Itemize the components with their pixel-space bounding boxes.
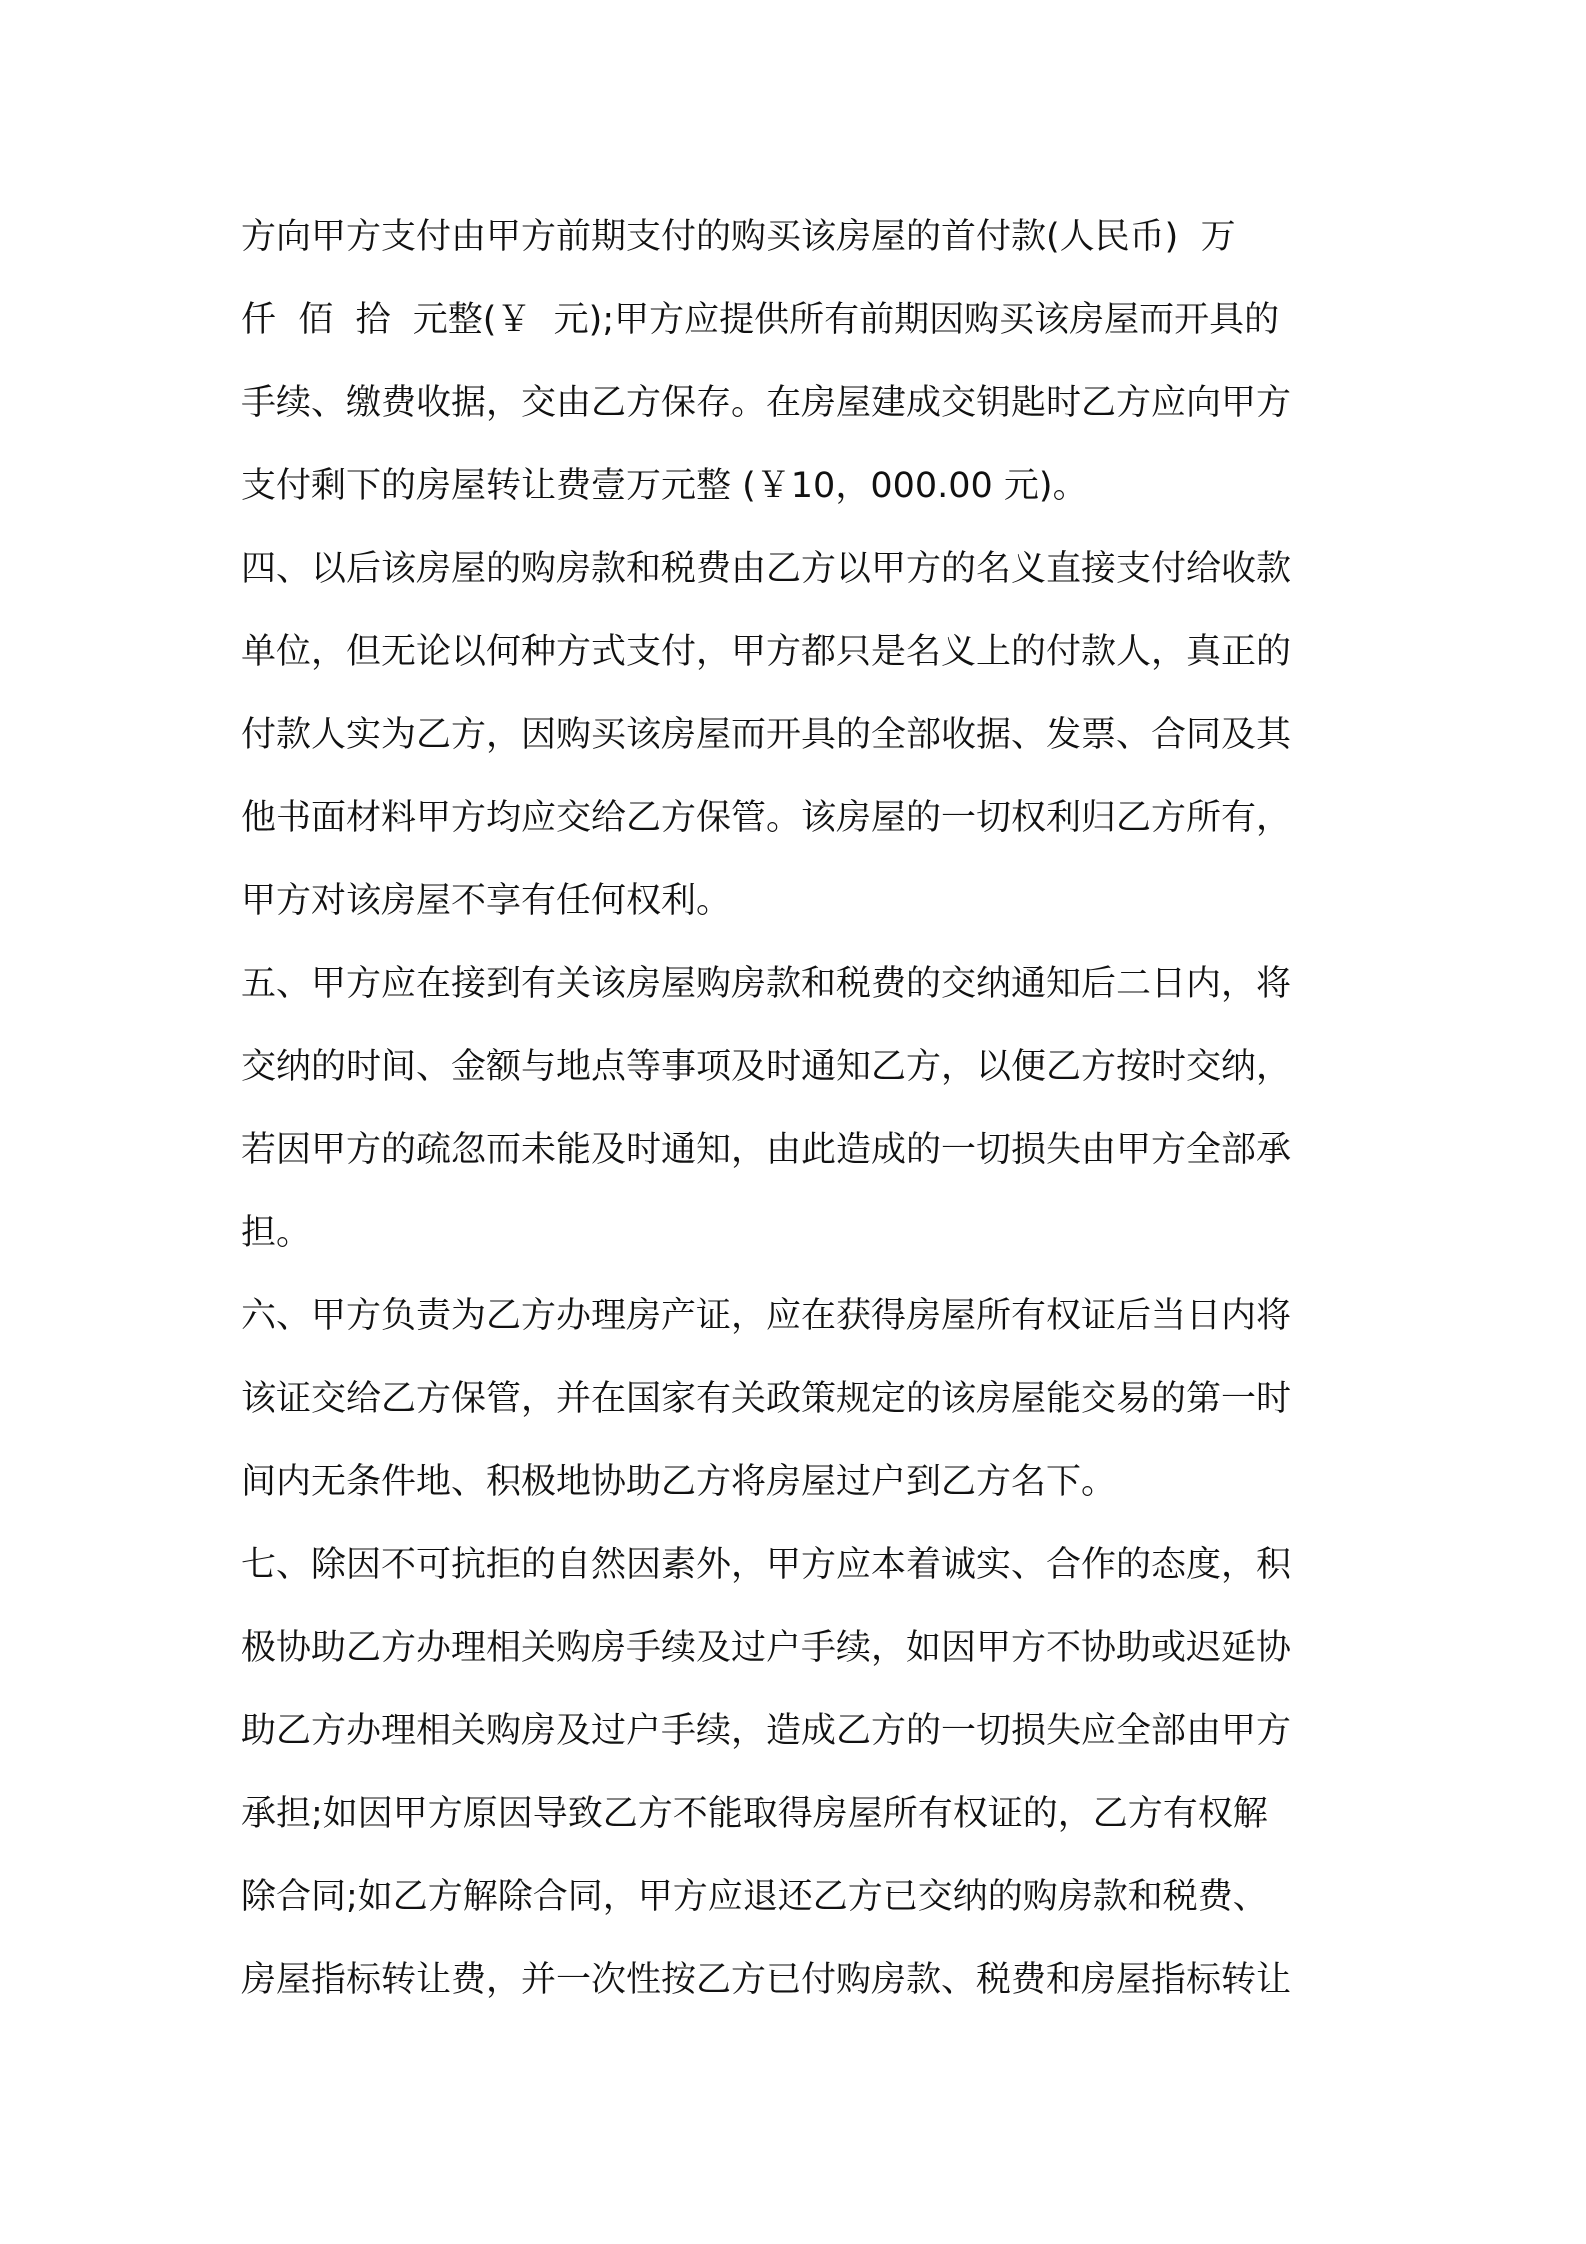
text-line: 甲方对该房屋不享有任何权利。 <box>241 881 732 921</box>
text-line: 仟 佰 拾 元整(￥ 元);甲方应提供所有前期因购买该房屋而开具的 <box>241 300 1280 340</box>
text-line: 支付剩下的房屋转让费壹万元整 (￥10，000.00 元)。 <box>241 466 1088 506</box>
text-line: 方向甲方支付由甲方前期支付的购买该房屋的首付款(人民币) 万 <box>241 217 1236 257</box>
text-line: 单位，但无论以何种方式支付，甲方都只是名义上的付款人，真正的 <box>241 632 1292 672</box>
text-line: 若因甲方的疏忽而未能及时通知，由此造成的一切损失由甲方全部承 <box>241 1130 1292 1170</box>
text-line: 房屋指标转让费，并一次性按乙方已付购房款、税费和房屋指标转让 <box>241 1960 1292 2000</box>
text-line: 助乙方办理相关购房及过户手续，造成乙方的一切损失应全部由甲方 <box>241 1711 1292 1751</box>
text-line: 极协助乙方办理相关购房手续及过户手续，如因甲方不协助或迟延协 <box>241 1628 1292 1668</box>
text-line: 交纳的时间、金额与地点等事项及时通知乙方，以便乙方按时交纳， <box>241 1047 1292 1087</box>
document-body <box>241 196 1361 2022</box>
text-line: 间内无条件地、积极地协助乙方将房屋过户到乙方名下。 <box>241 1462 1117 1502</box>
text-line: 付款人实为乙方，因购买该房屋而开具的全部收据、发票、合同及其 <box>241 715 1292 755</box>
text-line: 六、甲方负责为乙方办理房产证，应在获得房屋所有权证后当日内将 <box>241 1296 1292 1336</box>
text-line: 手续、缴费收据，交由乙方保存。在房屋建成交钥匙时乙方应向甲方 <box>241 383 1292 423</box>
text-line: 七、除因不可抗拒的自然因素外，甲方应本着诚实、合作的态度，积 <box>241 1545 1292 1585</box>
text-line: 他书面材料甲方均应交给乙方保管。该房屋的一切权利归乙方所有， <box>241 798 1292 838</box>
text-line: 除合同;如乙方解除合同，甲方应退还乙方已交纳的购房款和税费、 <box>241 1877 1268 1917</box>
text-line: 承担;如因甲方原因导致乙方不能取得房屋所有权证的，乙方有权解 <box>241 1794 1268 1834</box>
text-line: 五、甲方应在接到有关该房屋购房款和税费的交纳通知后二日内，将 <box>241 964 1292 1004</box>
text-line: 该证交给乙方保管，并在国家有关政策规定的该房屋能交易的第一时 <box>241 1379 1292 1419</box>
text-line: 担。 <box>241 1213 312 1253</box>
text-line: 四、以后该房屋的购房款和税费由乙方以甲方的名义直接支付给收款 <box>241 549 1292 589</box>
